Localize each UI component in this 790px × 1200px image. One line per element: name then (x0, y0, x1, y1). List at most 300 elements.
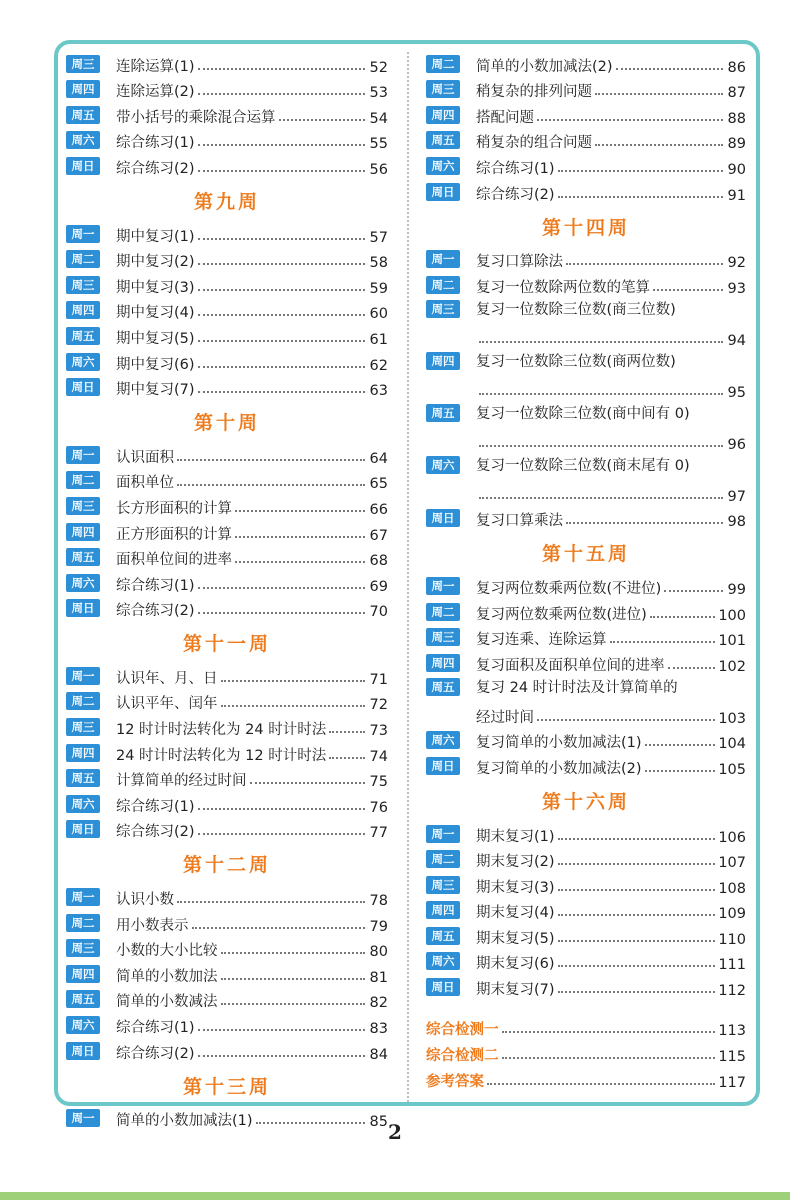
day-badge: 周五 (426, 404, 460, 422)
entry-page: 109 (718, 906, 746, 923)
entry-title: 复习一位数除三位数(商中间有 0) (476, 406, 690, 423)
day-badge: 周日 (426, 183, 460, 201)
day-badge: 周二 (426, 55, 460, 73)
entry-title: 期中复习(3) (116, 279, 195, 296)
entry-title: 综合练习(1) (476, 160, 555, 177)
entry-title: 综合练习(1) (116, 1020, 195, 1036)
dot-leader (235, 536, 365, 538)
toc-entry[interactable] (66, 127, 388, 153)
day-badge: 周三 (426, 628, 460, 646)
day-badge: 周六 (426, 157, 460, 175)
toc-entry[interactable] (426, 922, 746, 948)
day-badge: 周日 (66, 1042, 100, 1060)
entry-page: 104 (718, 736, 746, 753)
entry-title: 综合练习(2) (116, 824, 195, 841)
entry-title: 复习一位数除三位数(商两位数) (476, 354, 676, 371)
toc-entry[interactable] (66, 467, 388, 493)
day-badge: 周三 (66, 718, 100, 736)
toc-entry[interactable] (426, 178, 746, 204)
entry-title: 24 时计时法转化为 12 时计时法 (116, 747, 327, 764)
dot-leader (537, 719, 715, 721)
extra-entry[interactable] (426, 1065, 746, 1091)
toc-entry[interactable] (426, 752, 746, 778)
toc-entry[interactable] (426, 973, 746, 999)
column-divider (407, 52, 409, 1102)
toc-entry[interactable] (426, 846, 746, 872)
dot-leader (502, 1031, 716, 1033)
day-badge: 周三 (426, 80, 460, 98)
dot-leader (192, 927, 366, 929)
entry-title: 复习面积及面积单位间的进率 (476, 657, 665, 674)
toc-entry[interactable] (426, 572, 746, 598)
toc-entry[interactable] (66, 1011, 388, 1037)
day-badge: 周日 (66, 599, 100, 617)
toc-entry[interactable] (426, 505, 746, 531)
day-badge: 周四 (66, 301, 100, 319)
week-heading: 第十一周 (182, 633, 271, 656)
entry-page: 52 (369, 59, 388, 76)
toc-entry[interactable] (426, 76, 746, 102)
dot-leader (664, 590, 723, 592)
entry-page: 86 (727, 59, 746, 76)
day-badge: 周六 (426, 456, 460, 474)
dot-leader (221, 705, 366, 707)
dot-leader (198, 68, 365, 70)
dot-leader (645, 770, 716, 772)
dot-leader (235, 510, 365, 512)
day-badge: 周三 (426, 876, 460, 894)
day-badge: 周二 (66, 471, 100, 489)
entry-page: 105 (718, 761, 746, 778)
dot-leader (566, 522, 723, 524)
entry-page: 90 (727, 161, 746, 178)
toc-entry[interactable] (66, 441, 388, 467)
entry-title: 长方形面积的计算 (116, 500, 232, 517)
day-badge: 周一 (66, 888, 100, 906)
entry-page: 111 (718, 957, 746, 974)
day-badge: 周六 (426, 731, 460, 749)
toc-entry[interactable] (426, 871, 746, 897)
week-heading: 第九周 (193, 190, 260, 213)
entry-title: 综合练习(2) (116, 1045, 195, 1062)
toc-entry[interactable] (66, 518, 388, 544)
day-badge: 周四 (66, 523, 100, 541)
day-badge: 周六 (426, 952, 460, 970)
toc-entry[interactable] (66, 569, 388, 595)
toc-entry[interactable] (66, 152, 388, 178)
day-badge: 周四 (66, 80, 100, 98)
entry-title: 简单的小数加法 (116, 968, 218, 985)
entry-page: 74 (369, 748, 388, 765)
entry-page: 75 (369, 774, 388, 791)
entry-page: 73 (369, 723, 388, 740)
entry-title: 面积单位间的进率 (116, 552, 232, 569)
week-heading: 第十周 (193, 412, 260, 435)
entry-page: 71 (369, 671, 388, 688)
entry-title: 面积单位 (116, 475, 174, 492)
dot-leader (558, 991, 716, 993)
dot-leader (198, 289, 365, 291)
day-badge: 周六 (66, 795, 100, 813)
entry-title: 用小数表示 (116, 917, 189, 934)
day-badge: 周六 (66, 574, 100, 592)
dot-leader (250, 782, 366, 784)
entry-title: 期末复习(2) (476, 854, 555, 871)
day-badge: 周二 (66, 914, 100, 932)
extra-page: 117 (718, 1075, 746, 1092)
entry-page: 91 (727, 187, 746, 204)
entry-page: 55 (369, 136, 388, 153)
entry-title: 综合练习(2) (116, 603, 195, 620)
toc-entry[interactable] (426, 349, 746, 401)
entry-title: 期末复习(7) (476, 982, 555, 999)
dot-leader (198, 587, 365, 589)
dot-leader (479, 393, 723, 395)
entry-title-continued: 经过时间 (476, 709, 534, 726)
day-badge: 周五 (66, 769, 100, 787)
day-badge: 周五 (426, 131, 460, 149)
dot-leader (198, 1055, 365, 1057)
toc-entry[interactable] (66, 713, 388, 739)
extra-title: 综合检测一 (426, 1022, 499, 1039)
entry-page: 92 (727, 255, 746, 272)
toc-entry[interactable] (66, 1037, 388, 1063)
day-badge: 周二 (66, 692, 100, 710)
day-badge: 周五 (426, 927, 460, 945)
dot-leader (558, 889, 716, 891)
entry-title: 期中复习(5) (116, 330, 195, 347)
entry-second-line (426, 481, 746, 505)
entry-first-line (426, 453, 746, 477)
dot-leader (198, 144, 365, 146)
entry-title: 认识年、月、日 (116, 670, 218, 687)
dot-leader (198, 93, 365, 95)
dot-leader (566, 263, 723, 265)
dot-leader (558, 863, 716, 865)
day-badge: 周日 (66, 157, 100, 175)
dot-leader (479, 445, 723, 447)
toc-entry[interactable] (426, 598, 746, 624)
entry-page: 100 (718, 607, 746, 624)
dot-leader (479, 341, 723, 343)
dot-leader (198, 391, 365, 393)
toc-entry[interactable] (426, 401, 746, 453)
week-heading: 第十五周 (541, 543, 630, 566)
dot-leader (221, 1003, 366, 1005)
day-badge: 周日 (66, 378, 100, 396)
entry-page: 56 (369, 161, 388, 178)
entry-page: 76 (369, 799, 388, 816)
dot-leader (221, 952, 366, 954)
entry-second-line (426, 703, 746, 727)
day-badge: 周二 (66, 250, 100, 268)
entry-page: 78 (369, 893, 388, 910)
entry-title: 复习口算乘法 (476, 513, 563, 530)
entry-page: 102 (718, 658, 746, 675)
entry-title: 期末复习(5) (476, 930, 555, 947)
week-heading: 第十三周 (182, 1075, 271, 1098)
toc-left-column (66, 50, 388, 1130)
toc-entry[interactable] (66, 101, 388, 127)
day-badge: 周一 (426, 577, 460, 595)
entry-page: 79 (369, 918, 388, 935)
entry-page: 89 (727, 136, 746, 153)
bottom-bar (0, 1192, 790, 1200)
entry-page: 98 (727, 514, 746, 531)
dot-leader (616, 68, 723, 70)
entry-title: 期末复习(6) (476, 956, 555, 973)
entry-title: 稍复杂的排列问题 (476, 84, 592, 101)
entry-page: 54 (369, 110, 388, 127)
toc-entry[interactable] (426, 897, 746, 923)
entry-page: 88 (727, 110, 746, 127)
extra-page: 113 (718, 1023, 746, 1040)
dot-leader (198, 238, 365, 240)
entry-title: 复习 24 时计时法及计算简单的 (476, 680, 678, 697)
entry-page: 99 (727, 581, 746, 598)
toc-entry[interactable] (66, 220, 388, 246)
day-badge: 周二 (426, 850, 460, 868)
week-heading: 第十四周 (541, 216, 630, 239)
entry-page: 59 (369, 280, 388, 297)
entry-first-line (426, 297, 746, 321)
dot-leader (653, 289, 723, 291)
dot-leader (198, 263, 365, 265)
toc-entry[interactable] (426, 152, 746, 178)
day-badge: 周日 (426, 978, 460, 996)
dot-leader (235, 561, 365, 563)
toc-entry[interactable] (66, 271, 388, 297)
entry-page: 65 (369, 476, 388, 493)
entry-title: 小数的大小比较 (116, 943, 218, 960)
toc-entry[interactable] (426, 820, 746, 846)
day-badge: 周三 (66, 276, 100, 294)
entry-page: 66 (369, 501, 388, 518)
toc-entry[interactable] (66, 816, 388, 842)
toc-entry[interactable] (426, 246, 746, 272)
dot-leader (198, 366, 365, 368)
day-badge: 周三 (66, 497, 100, 515)
toc-entry[interactable] (426, 649, 746, 675)
dot-leader (177, 459, 365, 461)
entry-page: 72 (369, 697, 388, 714)
day-badge: 周三 (66, 55, 100, 73)
entry-title: 复习一位数除三位数(商三位数) (476, 302, 676, 319)
day-badge: 周六 (66, 353, 100, 371)
day-badge: 周五 (66, 548, 100, 566)
entry-page: 83 (369, 1021, 388, 1037)
entry-title: 复习两位数乘两位数(进位) (476, 606, 647, 623)
toc-entry[interactable] (426, 624, 746, 650)
page-number: 2 (388, 1120, 402, 1144)
day-badge: 周四 (426, 352, 460, 370)
toc-entry[interactable] (66, 297, 388, 323)
entry-title: 连除运算(2) (116, 84, 195, 101)
entry-title: 期中复习(1) (116, 228, 195, 245)
day-badge: 周日 (66, 820, 100, 838)
entry-page: 80 (369, 944, 388, 961)
day-badge: 周一 (66, 446, 100, 464)
toc-entry[interactable] (426, 127, 746, 153)
toc-entry[interactable] (426, 50, 746, 76)
entry-title: 简单的小数加减法(1) (116, 1113, 253, 1130)
entry-title: 12 时计时法转化为 24 时计时法 (116, 722, 327, 739)
entry-title: 期末复习(4) (476, 905, 555, 922)
toc-entry[interactable] (66, 739, 388, 765)
toc-entry[interactable] (66, 960, 388, 986)
entry-title: 简单的小数减法 (116, 994, 218, 1011)
entry-title: 连除运算(1) (116, 58, 195, 75)
toc-entry[interactable] (66, 986, 388, 1012)
toc-right-column (426, 50, 746, 1091)
toc-entry[interactable] (426, 297, 746, 349)
entry-page: 70 (369, 604, 388, 621)
dot-leader (502, 1057, 716, 1059)
entry-title: 期末复习(1) (476, 828, 555, 845)
toc-entry[interactable] (66, 76, 388, 102)
entry-title: 复习一位数除两位数的笔算 (476, 279, 650, 296)
entry-title: 期中复习(6) (116, 356, 195, 373)
dot-leader (558, 940, 716, 942)
entry-page: 110 (718, 931, 746, 948)
dot-leader (668, 667, 716, 669)
toc-entry[interactable] (66, 544, 388, 570)
toc-entry[interactable] (66, 688, 388, 714)
toc-entry[interactable] (426, 271, 746, 297)
dot-leader (558, 838, 716, 840)
day-badge: 周一 (66, 667, 100, 685)
entry-page: 93 (727, 280, 746, 297)
entry-title: 复习一位数除三位数(商末尾有 0) (476, 458, 690, 475)
toc-entry[interactable] (66, 322, 388, 348)
entry-title: 搭配问题 (476, 109, 534, 126)
toc-entry[interactable] (66, 662, 388, 688)
day-badge: 周六 (66, 131, 100, 149)
toc-entry[interactable] (66, 909, 388, 935)
toc-entry[interactable] (66, 790, 388, 816)
entry-second-line (426, 377, 746, 401)
day-badge: 周四 (66, 744, 100, 762)
day-badge: 周三 (426, 300, 460, 318)
dot-leader (487, 1083, 715, 1085)
entry-title: 稍复杂的组合问题 (476, 135, 592, 152)
entry-title: 综合练习(2) (116, 160, 195, 177)
day-badge: 周五 (66, 327, 100, 345)
day-badge: 周日 (426, 757, 460, 775)
toc-entry[interactable] (66, 883, 388, 909)
entry-title: 综合练习(2) (476, 186, 555, 203)
dot-leader (198, 1029, 365, 1031)
dot-leader (595, 93, 723, 95)
toc-entry[interactable] (426, 948, 746, 974)
toc-entry[interactable] (426, 101, 746, 127)
entry-page: 60 (369, 306, 388, 323)
entry-title: 正方形面积的计算 (116, 526, 232, 543)
entry-second-line (426, 429, 746, 453)
day-badge: 周一 (66, 225, 100, 243)
dot-leader (650, 616, 715, 618)
dot-leader (221, 680, 366, 682)
toc-entry[interactable] (66, 595, 388, 621)
entry-title: 认识平年、闰年 (116, 696, 218, 713)
entry-page: 64 (369, 450, 388, 467)
toc-entry[interactable] (66, 246, 388, 272)
entry-title: 复习简单的小数加减法(2) (476, 760, 642, 777)
day-badge: 周四 (66, 965, 100, 983)
toc-entry[interactable] (66, 492, 388, 518)
day-badge: 周一 (426, 250, 460, 268)
entry-first-line (426, 349, 746, 373)
entry-page: 68 (369, 553, 388, 570)
entry-page: 112 (718, 983, 746, 1000)
entry-title: 计算简单的经过时间 (116, 773, 247, 790)
entry-title: 带小括号的乘除混合运算 (116, 109, 276, 126)
entry-page: 77 (369, 825, 388, 842)
entry-page: 84 (369, 1046, 388, 1063)
day-badge: 周一 (66, 1109, 100, 1127)
entry-title: 复习两位数乘两位数(不进位) (476, 580, 662, 597)
dot-leader (558, 965, 716, 967)
entry-title: 期中复习(2) (116, 254, 195, 271)
entry-title: 期末复习(3) (476, 879, 555, 896)
dot-leader (479, 497, 723, 499)
dot-leader (645, 744, 716, 746)
dot-leader (329, 731, 365, 733)
entry-page: 106 (718, 829, 746, 846)
day-badge: 周一 (426, 825, 460, 843)
entry-page: 108 (718, 880, 746, 897)
entry-page: 97 (727, 488, 746, 505)
day-badge: 周五 (66, 990, 100, 1008)
toc-entry[interactable] (66, 765, 388, 791)
extra-entry[interactable] (426, 1039, 746, 1065)
entry-page: 96 (727, 436, 746, 453)
toc-entry[interactable] (426, 727, 746, 753)
day-badge: 周四 (426, 901, 460, 919)
extras-section (426, 1013, 746, 1091)
entry-page: 62 (369, 357, 388, 374)
day-badge: 周六 (66, 1016, 100, 1034)
dot-leader (537, 119, 723, 121)
entry-page: 107 (718, 855, 746, 872)
toc-entry[interactable] (426, 675, 746, 727)
entry-title: 期中复习(7) (116, 382, 195, 399)
extra-page: 115 (718, 1049, 746, 1066)
entry-title: 综合练习(1) (116, 798, 195, 815)
toc-entry[interactable] (66, 374, 388, 400)
toc-entry[interactable] (66, 935, 388, 961)
dot-leader (198, 314, 365, 316)
extra-title: 参考答案 (426, 1074, 484, 1091)
entry-page: 82 (369, 995, 388, 1012)
toc-entry[interactable] (66, 50, 388, 76)
entry-title: 简单的小数加减法(2) (476, 58, 613, 75)
dot-leader (198, 170, 365, 172)
entry-page: 103 (718, 710, 746, 727)
entry-page: 94 (727, 332, 746, 349)
entry-page: 81 (369, 969, 388, 986)
entry-page: 53 (369, 85, 388, 102)
dot-leader (198, 808, 365, 810)
day-badge: 周四 (426, 106, 460, 124)
entry-page: 58 (369, 255, 388, 272)
extra-entry[interactable] (426, 1013, 746, 1039)
extra-title: 综合检测二 (426, 1048, 499, 1065)
toc-entry[interactable] (426, 453, 746, 505)
entry-page: 61 (369, 331, 388, 348)
day-badge: 周五 (66, 106, 100, 124)
toc-entry[interactable] (66, 348, 388, 374)
